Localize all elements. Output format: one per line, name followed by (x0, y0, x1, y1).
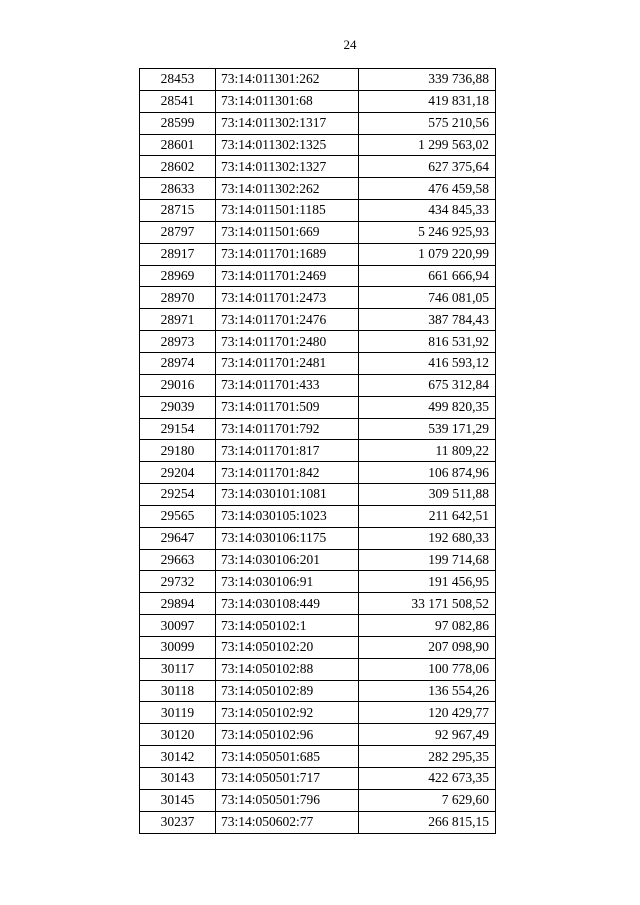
table-body (140, 69, 496, 834)
value-cell: 416 593,12 (359, 352, 496, 374)
row-id-cell: 30120 (140, 724, 216, 746)
value-cell: 11 809,22 (359, 440, 496, 462)
row-id-cell: 29254 (140, 484, 216, 506)
cadastral-number-cell: 73:14:030106:1175 (216, 527, 359, 549)
cadastral-number-cell: 73:14:011701:509 (216, 396, 359, 418)
row-id-cell: 30237 (140, 811, 216, 833)
table-row (140, 505, 496, 527)
cadastral-number-cell: 73:14:050102:92 (216, 702, 359, 724)
table-row (140, 636, 496, 658)
cadastral-number-cell: 73:14:011701:2480 (216, 331, 359, 353)
data-table (139, 68, 496, 834)
table-row (140, 178, 496, 200)
value-cell: 422 673,35 (359, 768, 496, 790)
value-cell: 33 171 508,52 (359, 593, 496, 615)
row-id-cell: 28970 (140, 287, 216, 309)
cadastral-number-cell: 73:14:011302:1327 (216, 156, 359, 178)
table-row (140, 418, 496, 440)
cadastral-number-cell: 73:14:011501:669 (216, 221, 359, 243)
row-id-cell: 28969 (140, 265, 216, 287)
row-id-cell: 28453 (140, 69, 216, 91)
row-id-cell: 28971 (140, 309, 216, 331)
page-number: 24 (343, 37, 357, 52)
cadastral-number-cell: 73:14:030108:449 (216, 593, 359, 615)
row-id-cell: 28973 (140, 331, 216, 353)
table-row (140, 680, 496, 702)
value-cell: 106 874,96 (359, 462, 496, 484)
table-row (140, 527, 496, 549)
cadastral-number-cell: 73:14:030105:1023 (216, 505, 359, 527)
cadastral-number-cell: 73:14:011301:262 (216, 69, 359, 91)
row-id-cell: 28602 (140, 156, 216, 178)
cadastral-number-cell: 73:14:050102:88 (216, 658, 359, 680)
cadastral-number-cell: 73:14:011701:792 (216, 418, 359, 440)
table-row (140, 309, 496, 331)
row-id-cell: 30099 (140, 636, 216, 658)
row-id-cell: 30119 (140, 702, 216, 724)
cadastral-number-cell: 73:14:011701:2473 (216, 287, 359, 309)
cadastral-number-cell: 73:14:011701:433 (216, 374, 359, 396)
row-id-cell: 30097 (140, 615, 216, 637)
cadastral-number-cell: 73:14:011302:1325 (216, 134, 359, 156)
row-id-cell: 29663 (140, 549, 216, 571)
value-cell: 191 456,95 (359, 571, 496, 593)
value-cell: 7 629,60 (359, 789, 496, 811)
cadastral-number-cell: 73:14:050501:796 (216, 789, 359, 811)
table-row (140, 331, 496, 353)
cadastral-number-cell: 73:14:011701:2481 (216, 352, 359, 374)
cadastral-number-cell: 73:14:011501:1185 (216, 200, 359, 222)
cadastral-number-cell: 73:14:011302:262 (216, 178, 359, 200)
table-row (140, 462, 496, 484)
value-cell: 5 246 925,93 (359, 221, 496, 243)
table-row (140, 243, 496, 265)
value-cell: 387 784,43 (359, 309, 496, 331)
table-row (140, 112, 496, 134)
table-row (140, 374, 496, 396)
table-row (140, 200, 496, 222)
value-cell: 199 714,68 (359, 549, 496, 571)
value-cell: 339 736,88 (359, 69, 496, 91)
row-id-cell: 29732 (140, 571, 216, 593)
row-id-cell: 29204 (140, 462, 216, 484)
row-id-cell: 30117 (140, 658, 216, 680)
table-row (140, 768, 496, 790)
row-id-cell: 28633 (140, 178, 216, 200)
row-id-cell: 28541 (140, 90, 216, 112)
value-cell: 92 967,49 (359, 724, 496, 746)
value-cell: 661 666,94 (359, 265, 496, 287)
table-row (140, 811, 496, 833)
value-cell: 746 081,05 (359, 287, 496, 309)
table-row (140, 69, 496, 91)
table-row (140, 265, 496, 287)
value-cell: 816 531,92 (359, 331, 496, 353)
row-id-cell: 28599 (140, 112, 216, 134)
row-id-cell: 29180 (140, 440, 216, 462)
cadastral-number-cell: 73:14:050102:20 (216, 636, 359, 658)
value-cell: 211 642,51 (359, 505, 496, 527)
value-cell: 627 375,64 (359, 156, 496, 178)
value-cell: 499 820,35 (359, 396, 496, 418)
table-row (140, 593, 496, 615)
table-row (140, 484, 496, 506)
row-id-cell: 29565 (140, 505, 216, 527)
value-cell: 1 079 220,99 (359, 243, 496, 265)
value-cell: 539 171,29 (359, 418, 496, 440)
table-row (140, 352, 496, 374)
table-row (140, 549, 496, 571)
row-id-cell: 29154 (140, 418, 216, 440)
cadastral-number-cell: 73:14:011701:842 (216, 462, 359, 484)
table-row (140, 134, 496, 156)
table-row (140, 396, 496, 418)
cadastral-number-cell: 73:14:011701:817 (216, 440, 359, 462)
table-row (140, 90, 496, 112)
value-cell: 97 082,86 (359, 615, 496, 637)
table-row (140, 156, 496, 178)
row-id-cell: 28974 (140, 352, 216, 374)
table-row (140, 571, 496, 593)
row-id-cell: 28797 (140, 221, 216, 243)
value-cell: 100 778,06 (359, 658, 496, 680)
value-cell: 120 429,77 (359, 702, 496, 724)
value-cell: 282 295,35 (359, 746, 496, 768)
value-cell: 419 831,18 (359, 90, 496, 112)
cadastral-number-cell: 73:14:050501:685 (216, 746, 359, 768)
row-id-cell: 30143 (140, 768, 216, 790)
value-cell: 434 845,33 (359, 200, 496, 222)
cadastral-number-cell: 73:14:011701:1689 (216, 243, 359, 265)
row-id-cell: 28715 (140, 200, 216, 222)
table-row (140, 615, 496, 637)
cadastral-number-cell: 73:14:050102:1 (216, 615, 359, 637)
cadastral-number-cell: 73:14:011701:2476 (216, 309, 359, 331)
value-cell: 675 312,84 (359, 374, 496, 396)
row-id-cell: 28601 (140, 134, 216, 156)
table-row (140, 789, 496, 811)
value-cell: 1 299 563,02 (359, 134, 496, 156)
table-row (140, 287, 496, 309)
table-row (140, 221, 496, 243)
row-id-cell: 29894 (140, 593, 216, 615)
cadastral-number-cell: 73:14:011302:1317 (216, 112, 359, 134)
table-row (140, 702, 496, 724)
cadastral-number-cell: 73:14:011301:68 (216, 90, 359, 112)
table-row (140, 440, 496, 462)
row-id-cell: 29647 (140, 527, 216, 549)
cadastral-number-cell: 73:14:030106:91 (216, 571, 359, 593)
value-cell: 309 511,88 (359, 484, 496, 506)
cadastral-number-cell: 73:14:050602:77 (216, 811, 359, 833)
value-cell: 136 554,26 (359, 680, 496, 702)
row-id-cell: 30145 (140, 789, 216, 811)
table-row (140, 658, 496, 680)
value-cell: 266 815,15 (359, 811, 496, 833)
cadastral-number-cell: 73:14:050501:717 (216, 768, 359, 790)
value-cell: 575 210,56 (359, 112, 496, 134)
value-cell: 476 459,58 (359, 178, 496, 200)
cadastral-number-cell: 73:14:050102:89 (216, 680, 359, 702)
row-id-cell: 30142 (140, 746, 216, 768)
cadastral-number-cell: 73:14:030101:1081 (216, 484, 359, 506)
table-row (140, 724, 496, 746)
row-id-cell: 29016 (140, 374, 216, 396)
cadastral-number-cell: 73:14:030106:201 (216, 549, 359, 571)
value-cell: 192 680,33 (359, 527, 496, 549)
table-row (140, 746, 496, 768)
row-id-cell: 28917 (140, 243, 216, 265)
value-cell: 207 098,90 (359, 636, 496, 658)
row-id-cell: 29039 (140, 396, 216, 418)
row-id-cell: 30118 (140, 680, 216, 702)
cadastral-number-cell: 73:14:011701:2469 (216, 265, 359, 287)
cadastral-number-cell: 73:14:050102:96 (216, 724, 359, 746)
